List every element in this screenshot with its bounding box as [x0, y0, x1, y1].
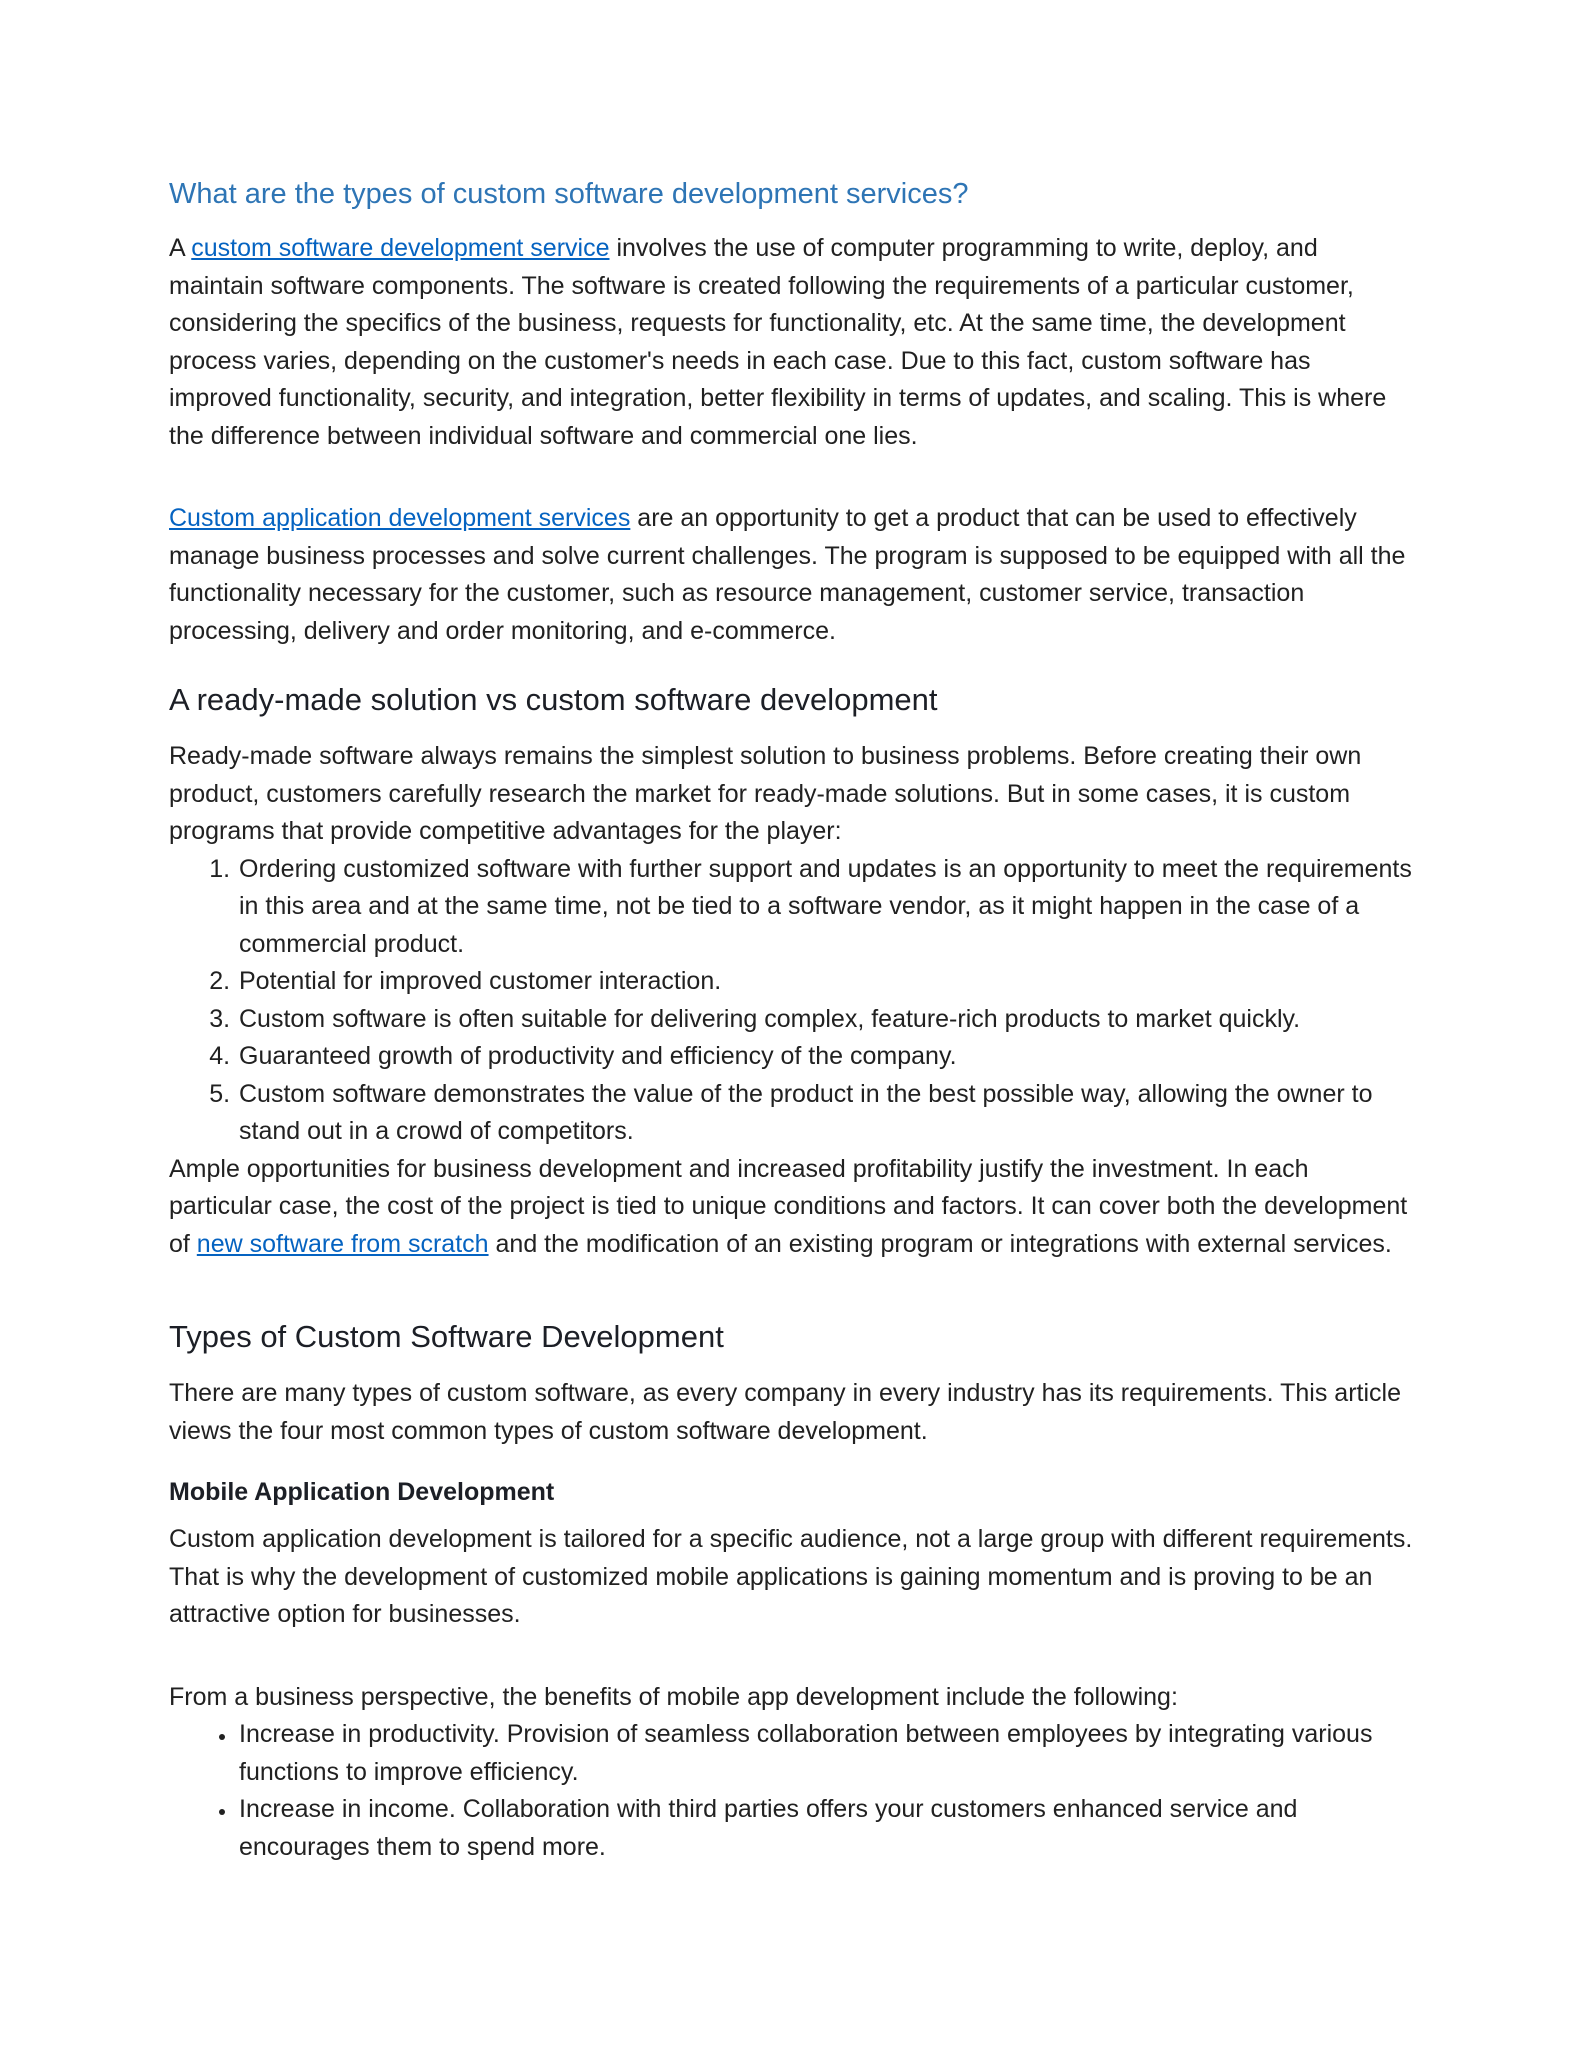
mobile-paragraph-2: From a business perspective, the benefits of mobile app development include the following: [169, 1682, 1178, 1711]
intro-paragraph-2 [169, 500, 1414, 650]
intro-paragraph-2-rest: are an opportunity to get a product that can be used to effectively manage business processes and solve current challenges. The program is supposed to be equipped with all the functionality necessary for the customer, such as resource management, customer service, transaction processing, delivery and order monitoring, and e-commerce. [169, 504, 1406, 645]
advantages-numbered-list [169, 851, 1414, 1151]
section1-outro-rest: and the modification of an existing program or integrations with external services. [488, 1229, 1392, 1258]
intro-paragraph-1 [169, 230, 1414, 455]
section-heading-ready-made-vs-custom: A ready-made solution vs custom software development [169, 682, 938, 717]
list-item: 1. Ordering customized software with further support and updates is an opportunity to meet the requirements in this area and at the same time, not be tied to a software vendor, as it might happen in the case of a commercial product. [237, 851, 1414, 964]
subsection-heading-mobile-application-development: Mobile Application Development [169, 1478, 555, 1506]
list-item: • Increase in income. Collaboration with third parties offers your customers enhanced service and encourages them to spend more. [237, 1791, 1414, 1866]
list-item: 3. Custom software is often suitable for delivering complex, feature-rich products to market quickly. [237, 1001, 1414, 1039]
section1-intro-paragraph: Ready-made software always remains the simplest solution to business problems. Before creating their own product, customers carefully research the market for ready-made solutions. But in some cases, it is custom programs that provide competitive advantages for the player: [169, 742, 1362, 845]
mobile-benefits-bullet-list [169, 1716, 1414, 1866]
list-item: 2. Potential for improved customer interaction. [237, 963, 1414, 1001]
section1-outro-paragraph [169, 1151, 1414, 1264]
intro-paragraph-1-rest: involves the use of computer programming to write, deploy, and maintain software components. The software is created following the requirements of a particular customer, considering the specifics of the business, requests for functionality, etc. At the same time, the development process varies, depending on the customer's needs in each case. Due to this fact, custom software has improved functionality, security, and integration, better flexibility in terms of updates, and scaling. This is where the difference between individual software and commercial one lies. [169, 234, 1387, 450]
list-item: 5. Custom software demonstrates the value of the product in the best possible way, allowing the owner to stand out in a crowd of competitors. [237, 1076, 1414, 1151]
mobile-paragraph-1: Custom application development is tailored for a specific audience, not a large group with different requirements. That is why the development of customized mobile applications is gaining momentum and is proving to be an attractive option for businesses. [169, 1525, 1413, 1628]
custom-software-development-service-link[interactable]: custom software development service [191, 234, 610, 262]
section1-outro-prefix: Ample opportunities for business development and increased profitability justify the investment. In each particular case, the cost of the project is tied to unique conditions and factors. It can cover both the development of [169, 1154, 1408, 1258]
intro-paragraph-1-prefix: A [169, 234, 192, 262]
list-item: • Increase in productivity. Provision of seamless collaboration between employees by integrating various functions to improve efficiency. [237, 1716, 1414, 1791]
list-item: 4. Guaranteed growth of productivity and efficiency of the company. [237, 1038, 1414, 1076]
section-heading-types-of-custom-software: Types of Custom Software Development [169, 1319, 724, 1354]
page-title: What are the types of custom software development services? [169, 178, 969, 210]
custom-application-development-services-link[interactable]: Custom application development services [169, 504, 631, 532]
new-software-from-scratch-link[interactable]: new software from scratch [196, 1229, 489, 1258]
section2-intro-paragraph: There are many types of custom software, as every company in every industry has its requirements. This article views the four most common types of custom software development. [169, 1379, 1401, 1445]
